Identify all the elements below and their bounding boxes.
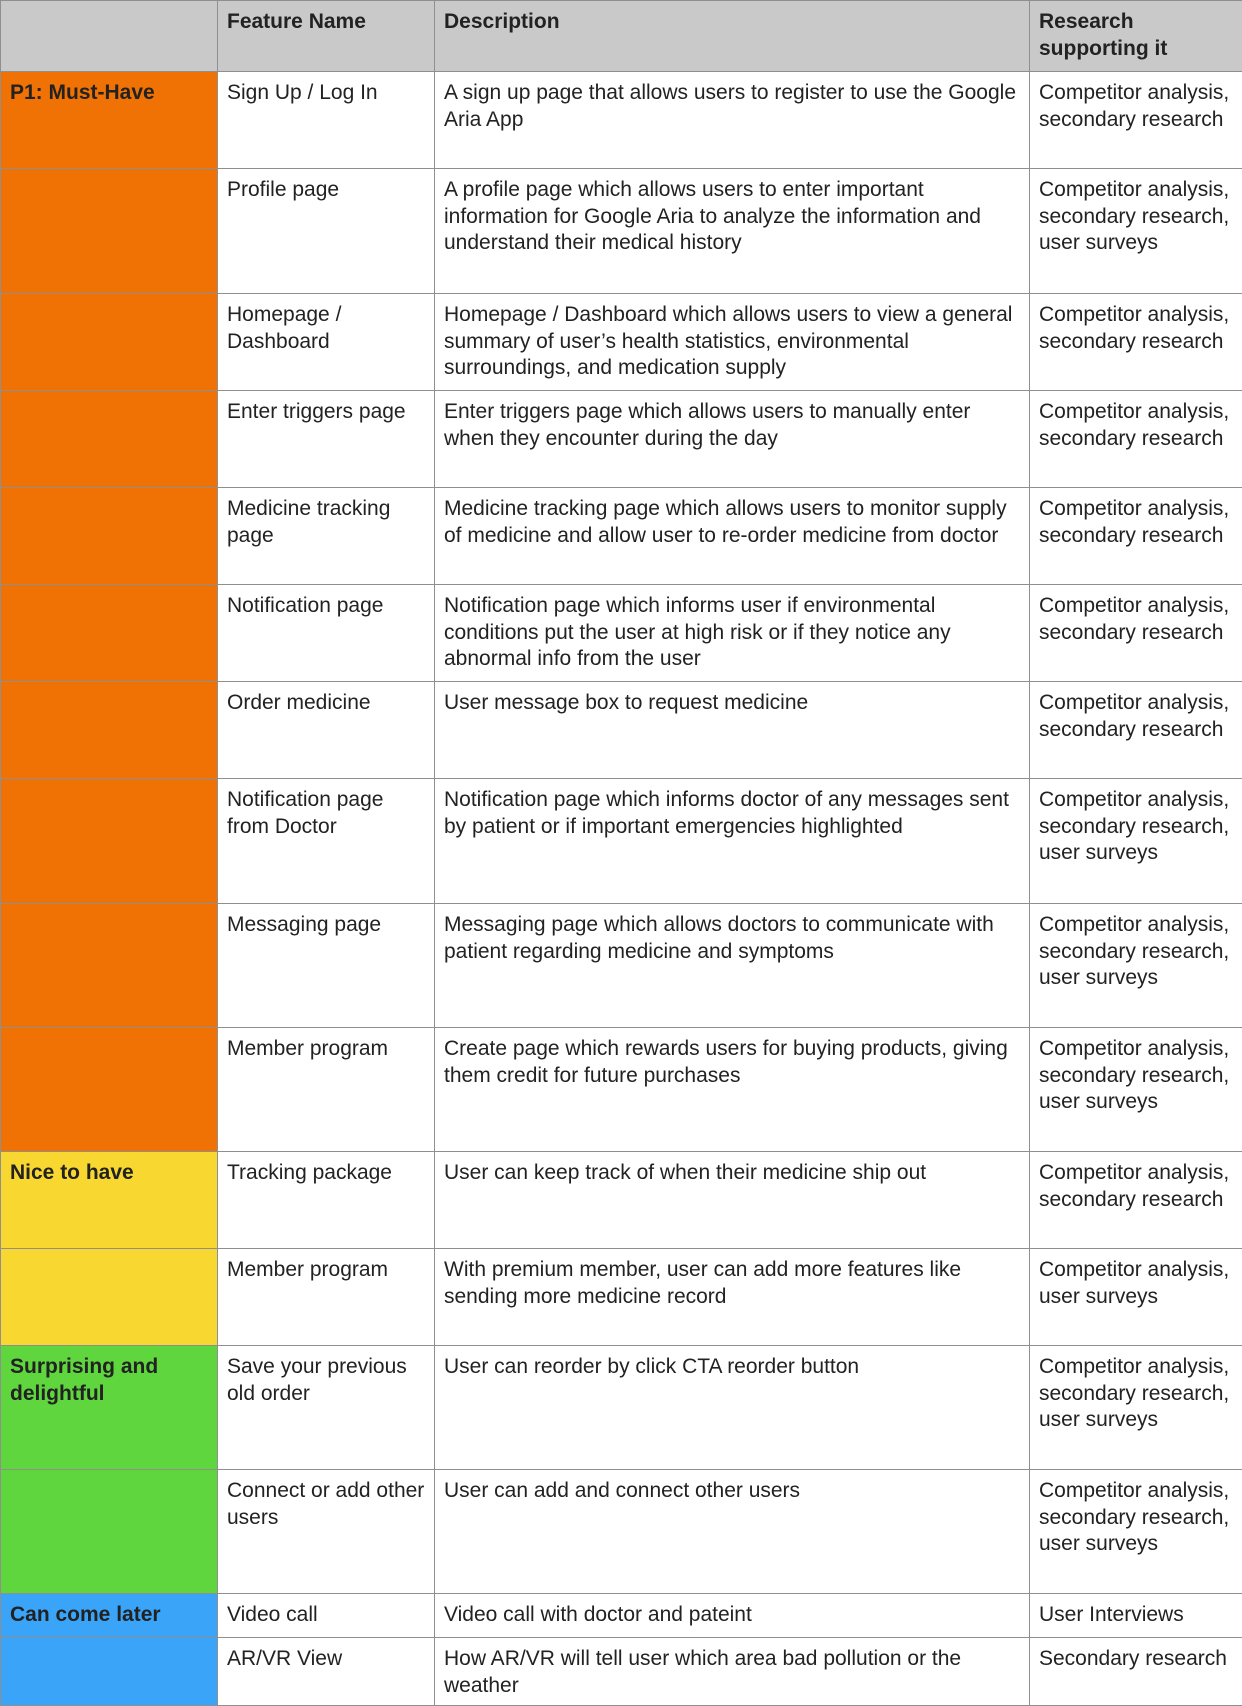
description-cell: User can keep track of when their medicine ship out: [435, 1152, 1030, 1249]
description-cell: User can add and connect other users: [435, 1470, 1030, 1594]
priority-nice-to-have: Nice to have: [1, 1152, 218, 1249]
research-cell: Competitor analysis, user surveys: [1030, 1249, 1242, 1346]
description-cell: User can reorder by click CTA reorder button: [435, 1346, 1030, 1470]
description-cell: User message box to request medicine: [435, 682, 1030, 779]
description-cell: A sign up page that allows users to register to use the Google Aria App: [435, 72, 1030, 169]
table-row: [1, 779, 1242, 904]
research-cell: Competitor analysis, secondary research: [1030, 72, 1242, 169]
description-cell: Homepage / Dashboard which allows users to view a general summary of user’s health statistics, environmental surroundings, and medication supply: [435, 294, 1030, 391]
description-cell: Create page which rewards users for buying products, giving them credit for future purchases: [435, 1028, 1030, 1152]
table-row: [1, 1028, 1242, 1152]
table-row: [1, 72, 1242, 169]
table-row: [1, 1249, 1242, 1346]
priority-cell: [1, 1249, 218, 1346]
priority-cell: [1, 904, 218, 1028]
table-row: [1, 294, 1242, 391]
priority-must-have: P1: Must-Have: [1, 72, 218, 169]
feature-name-cell: Profile page: [218, 169, 435, 294]
description-cell: Notification page which informs doctor of any messages sent by patient or if important emergencies highlighted: [435, 779, 1030, 904]
priority-cell: [1, 1638, 218, 1706]
research-cell: Competitor analysis, secondary research, user surveys: [1030, 779, 1242, 904]
table-row: [1, 682, 1242, 779]
priority-cell: [1, 391, 218, 488]
table-row: [1, 904, 1242, 1028]
description-cell: A profile page which allows users to enter important information for Google Aria to analyze the information and understand their medical history: [435, 169, 1030, 294]
priority-cell: [1, 1028, 218, 1152]
table-row: [1, 169, 1242, 294]
table-row: [1, 1594, 1242, 1638]
feature-name-cell: Member program: [218, 1028, 435, 1152]
research-cell: User Interviews: [1030, 1594, 1242, 1638]
priority-cell: [1, 1470, 218, 1594]
header-description: Description: [435, 1, 1030, 72]
description-cell: Video call with doctor and pateint: [435, 1594, 1030, 1638]
research-cell: Competitor analysis, secondary research: [1030, 391, 1242, 488]
feature-name-cell: Member program: [218, 1249, 435, 1346]
research-cell: Competitor analysis, secondary research: [1030, 585, 1242, 682]
header-priority: [1, 1, 218, 72]
priority-cell: [1, 585, 218, 682]
description-cell: Medicine tracking page which allows users to monitor supply of medicine and allow user to re-order medicine from doctor: [435, 488, 1030, 585]
priority-cell: [1, 294, 218, 391]
table-row: [1, 1638, 1242, 1706]
description-cell: Enter triggers page which allows users to manually enter when they encounter during the day: [435, 391, 1030, 488]
research-cell: Secondary research: [1030, 1638, 1242, 1706]
feature-name-cell: Notification page from Doctor: [218, 779, 435, 904]
table-row: [1, 391, 1242, 488]
priority-cell: [1, 779, 218, 904]
feature-name-cell: Connect or add other users: [218, 1470, 435, 1594]
research-cell: Competitor analysis, secondary research, user surveys: [1030, 169, 1242, 294]
description-cell: Messaging page which allows doctors to communicate with patient regarding medicine and symptoms: [435, 904, 1030, 1028]
research-cell: Competitor analysis, secondary research: [1030, 294, 1242, 391]
feature-name-cell: Save your previous old order: [218, 1346, 435, 1470]
feature-name-cell: Sign Up / Log In: [218, 72, 435, 169]
feature-name-cell: AR/VR View: [218, 1638, 435, 1706]
research-cell: Competitor analysis, secondary research: [1030, 1152, 1242, 1249]
priority-cell: [1, 169, 218, 294]
description-cell: How AR/VR will tell user which area bad pollution or the weather: [435, 1638, 1030, 1706]
feature-name-cell: Enter triggers page: [218, 391, 435, 488]
table-row: [1, 585, 1242, 682]
description-cell: Notification page which informs user if environmental conditions put the user at high risk or if they notice any abnormal info from the user: [435, 585, 1030, 682]
research-cell: Competitor analysis, secondary research, user surveys: [1030, 1470, 1242, 1594]
header-feature-name: Feature Name: [218, 1, 435, 72]
priority-cell: [1, 488, 218, 585]
table-row: [1, 1346, 1242, 1470]
feature-name-cell: Video call: [218, 1594, 435, 1638]
table-row: [1, 1152, 1242, 1249]
research-cell: Competitor analysis, secondary research, user surveys: [1030, 1346, 1242, 1470]
feature-name-cell: Medicine tracking page: [218, 488, 435, 585]
priority-cell: [1, 682, 218, 779]
research-cell: Competitor analysis, secondary research: [1030, 488, 1242, 585]
header-research: Research supporting it: [1030, 1, 1242, 72]
feature-name-cell: Homepage / Dashboard: [218, 294, 435, 391]
feature-name-cell: Messaging page: [218, 904, 435, 1028]
feature-name-cell: Order medicine: [218, 682, 435, 779]
research-cell: Competitor analysis, secondary research, user surveys: [1030, 904, 1242, 1028]
priority-surprising-and-delightful: Surprising and delightful: [1, 1346, 218, 1470]
table-row: [1, 1470, 1242, 1594]
feature-name-cell: Notification page: [218, 585, 435, 682]
table-row: [1, 488, 1242, 585]
research-cell: Competitor analysis, secondary research: [1030, 682, 1242, 779]
feature-name-cell: Tracking package: [218, 1152, 435, 1249]
description-cell: With premium member, user can add more features like sending more medicine record: [435, 1249, 1030, 1346]
research-cell: Competitor analysis, secondary research, user surveys: [1030, 1028, 1242, 1152]
priority-can-come-later: Can come later: [1, 1594, 218, 1638]
header-row: [1, 1, 1242, 72]
